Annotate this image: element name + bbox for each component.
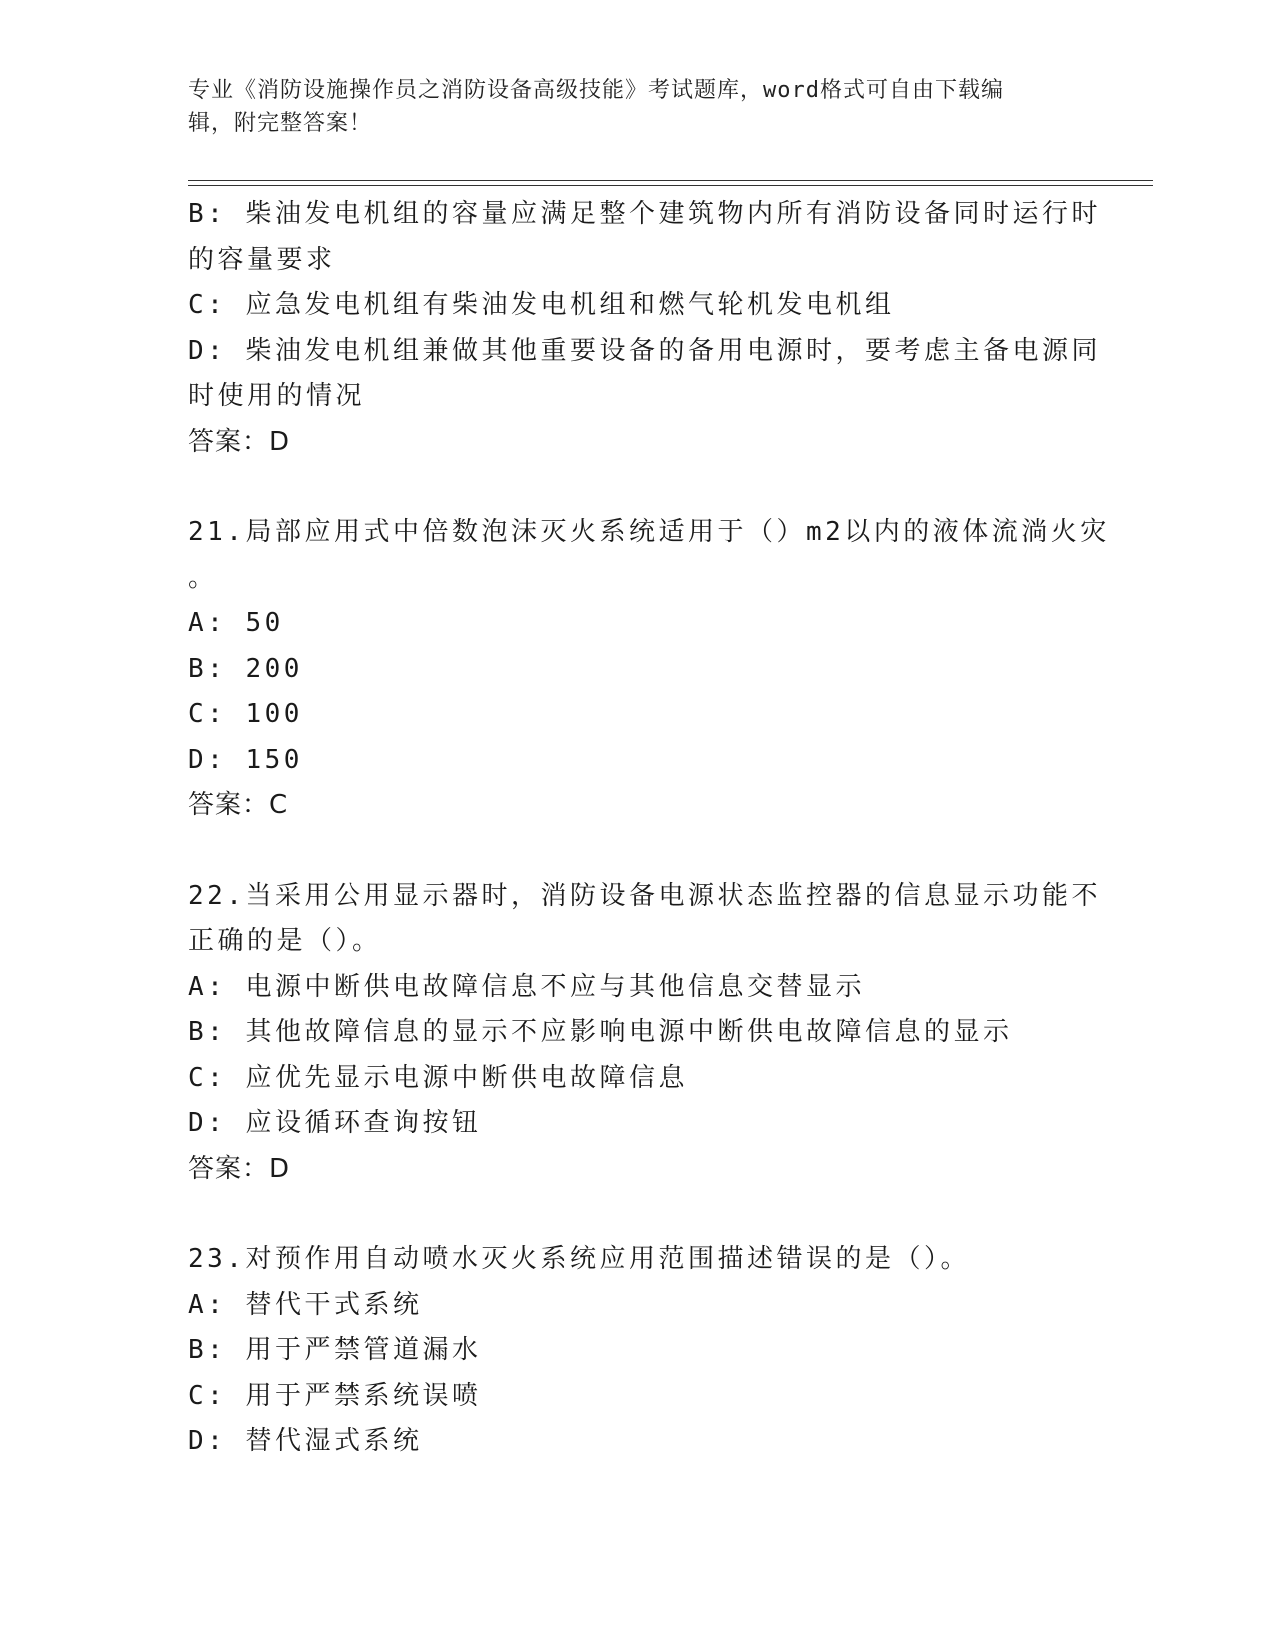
document-header (188, 74, 1088, 140)
question-block-22 (188, 874, 1101, 1193)
answer-line: 答案：D (188, 1153, 291, 1184)
option-d-continued: 时使用的情况 (188, 381, 366, 411)
option-a: A: 替代干式系统 (188, 1289, 423, 1320)
option-a: A: 50 (188, 608, 284, 638)
spacer (188, 465, 1088, 510)
question-stem: 22.当采用公用显示器时，消防设备电源状态监控器的信息显示功能不 (188, 880, 1101, 911)
option-c: C: 用于严禁系统误喷 (188, 1380, 482, 1411)
question-stem-continued: 。 (188, 562, 218, 593)
option-c: C: 应优先显示电源中断供电故障信息 (188, 1062, 688, 1093)
option-d: D: 替代湿式系统 (188, 1426, 423, 1456)
option-c: C: 100 (188, 699, 303, 729)
header-line-2: 辑，附完整答案！ (188, 111, 373, 136)
option-b: B: 200 (188, 653, 303, 684)
header-line-1: 专业《消防设施操作员之消防设备高级技能》考试题库，word格式可自由下载编 (188, 78, 1004, 103)
spacer (188, 829, 1088, 874)
question-block-21 (188, 510, 1110, 829)
header-divider-top (188, 180, 1153, 181)
option-d: D: 应设循环查询按钮 (188, 1108, 482, 1138)
question-content (188, 192, 1110, 1465)
option-b: B: 用于严禁管道漏水 (188, 1335, 482, 1365)
header-divider-bottom (188, 185, 1153, 186)
question-block-prev (188, 192, 1101, 465)
question-stem: 21.局部应用式中倍数泡沫灭火系统适用于（）m2以内的液体流淌火灾 (188, 517, 1110, 547)
option-b: B: 柴油发电机组的容量应满足整个建筑物内所有消防设备同时运行时 (188, 199, 1101, 229)
option-a: A: 电源中断供电故障信息不应与其他信息交替显示 (188, 971, 865, 1002)
option-d: D: 柴油发电机组兼做其他重要设备的备用电源时，要考虑主备电源同 (188, 335, 1101, 366)
question-stem: 23.对预作用自动喷水灭火系统应用范围描述错误的是（）。 (188, 1244, 970, 1274)
question-block-23 (188, 1237, 1088, 1465)
spacer (188, 1192, 1088, 1237)
option-b: B: 其他故障信息的显示不应影响电源中断供电故障信息的显示 (188, 1017, 1013, 1047)
option-b-continued: 的容量要求 (188, 244, 336, 275)
answer-line: 答案：C (188, 790, 289, 820)
option-c: C: 应急发电机组有柴油发电机组和燃气轮机发电机组 (188, 290, 895, 320)
question-stem-continued: 正确的是（）。 (188, 926, 382, 956)
answer-line: 答案：D (188, 426, 291, 457)
option-d: D: 150 (188, 744, 303, 775)
